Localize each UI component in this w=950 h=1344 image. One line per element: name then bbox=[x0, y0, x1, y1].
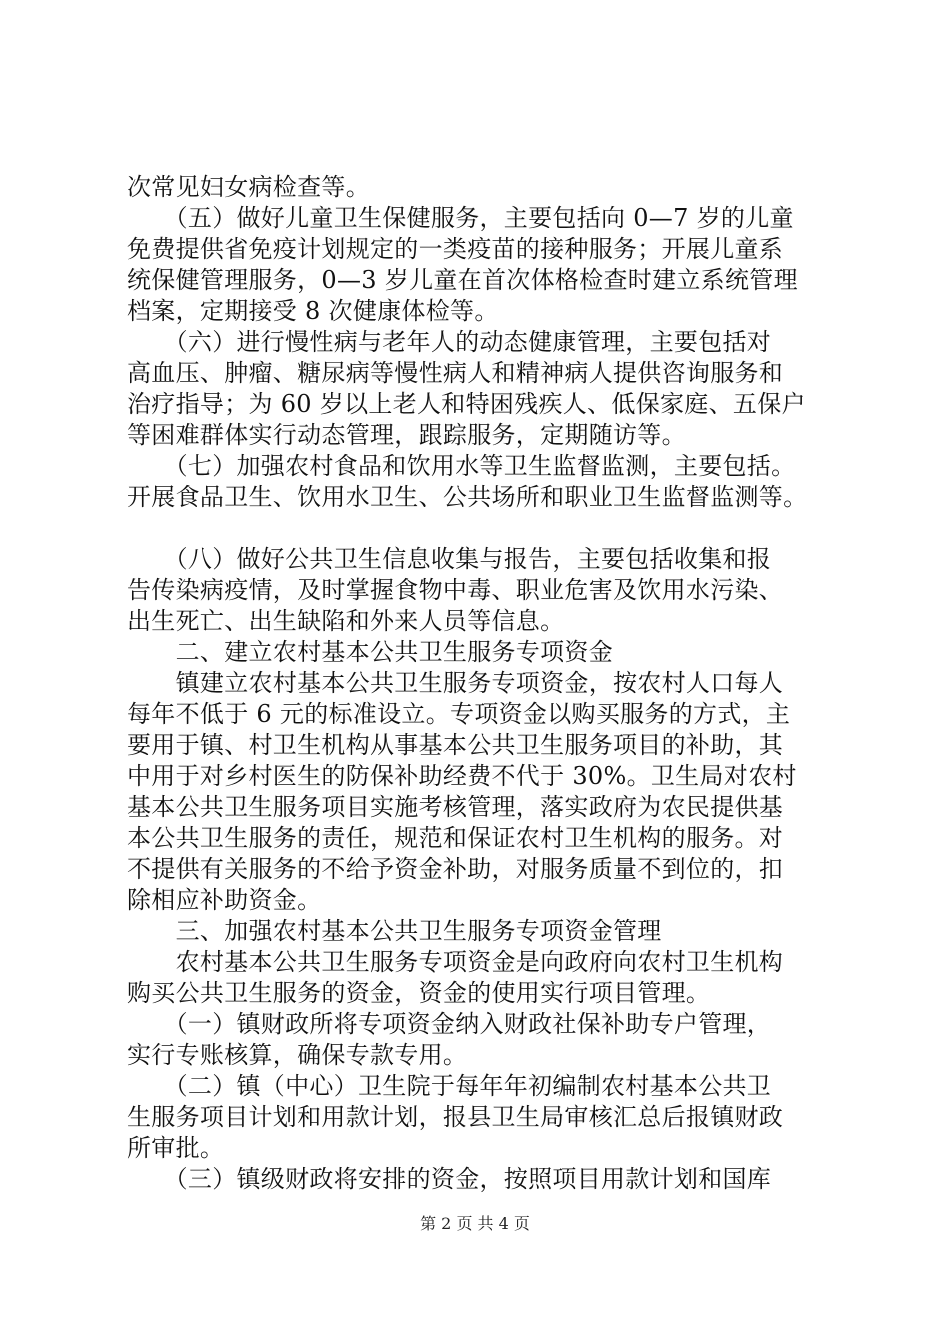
blank-line bbox=[127, 513, 839, 544]
text-line: 免费提供省免疫计划规定的一类疫苗的接种服务；开展儿童系 bbox=[127, 235, 784, 263]
text-line: 开展食品卫生、饮用水卫生、公共场所和职业卫生监督监测等。 bbox=[127, 483, 808, 511]
text-line: 本公共卫生服务的责任，规范和保证农村卫生机构的服务。对 bbox=[127, 824, 784, 852]
text-line: 生服务项目计划和用款计划，报县卫生局审核汇总后报镇财政 bbox=[127, 1103, 784, 1131]
text-line: 高血压、肿瘤、糖尿病等慢性病人和精神病人提供咨询服务和 bbox=[127, 359, 784, 387]
text-line: 除相应补助资金。 bbox=[127, 886, 322, 914]
text-line: 要用于镇、村卫生机构从事基本公共卫生服务项目的补助，其 bbox=[127, 731, 784, 759]
text-line: 三、加强农村基本公共卫生服务专项资金管理 bbox=[127, 917, 662, 945]
text-line: （五）做好儿童卫生保健服务，主要包括向 0—7 岁的儿童 bbox=[127, 204, 794, 232]
text-line: 二、建立农村基本公共卫生服务专项资金 bbox=[127, 638, 613, 666]
text-line: 镇建立农村基本公共卫生服务专项资金，按农村人口每人 bbox=[127, 669, 784, 697]
document-body bbox=[127, 172, 839, 1195]
page-footer: 第 2 页 共 4 页 bbox=[420, 1214, 530, 1233]
text-line: 次常见妇女病检查等。 bbox=[127, 173, 370, 201]
text-line: 基本公共卫生服务项目实施考核管理，落实政府为农民提供基 bbox=[127, 793, 784, 821]
text-line: 每年不低于 6 元的标准设立。专项资金以购买服务的方式，主 bbox=[127, 700, 791, 728]
text-line: （三）镇级财政将安排的资金，按照项目用款计划和国库 bbox=[127, 1165, 772, 1193]
text-line: 等困难群体实行动态管理，跟踪服务，定期随访等。 bbox=[127, 421, 686, 449]
text-line: 所审批。 bbox=[127, 1134, 225, 1162]
text-line: （二）镇（中心）卫生院于每年年初编制农村基本公共卫 bbox=[127, 1072, 772, 1100]
text-line: （一）镇财政所将专项资金纳入财政社保补助专户管理， bbox=[127, 1010, 772, 1038]
text-line: 档案，定期接受 8 次健康体检等。 bbox=[127, 297, 499, 325]
text-line: 中用于对乡村医生的防保补助经费不代于 30%。卫生局对农村 bbox=[127, 762, 797, 790]
text-line: （八）做好公共卫生信息收集与报告，主要包括收集和报 bbox=[127, 545, 772, 573]
text-line: （六）进行慢性病与老年人的动态健康管理，主要包括对 bbox=[127, 328, 772, 356]
text-line: 出生死亡、出生缺陷和外来人员等信息。 bbox=[127, 607, 565, 635]
text-line: 治疗指导；为 60 岁以上老人和特困残疾人、低保家庭、五保户 bbox=[127, 390, 806, 418]
text-line: 农村基本公共卫生服务专项资金是向政府向农村卫生机构 bbox=[127, 948, 784, 976]
text-line: 实行专账核算，确保专款专用。 bbox=[127, 1041, 468, 1069]
text-line: （七）加强农村食品和饮用水等卫生监督监测，主要包括。 bbox=[127, 452, 796, 480]
text-line: 告传染病疫情，及时掌握食物中毒、职业危害及饮用水污染、 bbox=[127, 576, 784, 604]
text-line: 统保健管理服务，0—3 岁儿童在首次体格检查时建立系统管理 bbox=[127, 266, 798, 294]
text-line: 购买公共卫生服务的资金，资金的使用实行项目管理。 bbox=[127, 979, 711, 1007]
text-line: 不提供有关服务的不给予资金补助，对服务质量不到位的，扣 bbox=[127, 855, 784, 883]
